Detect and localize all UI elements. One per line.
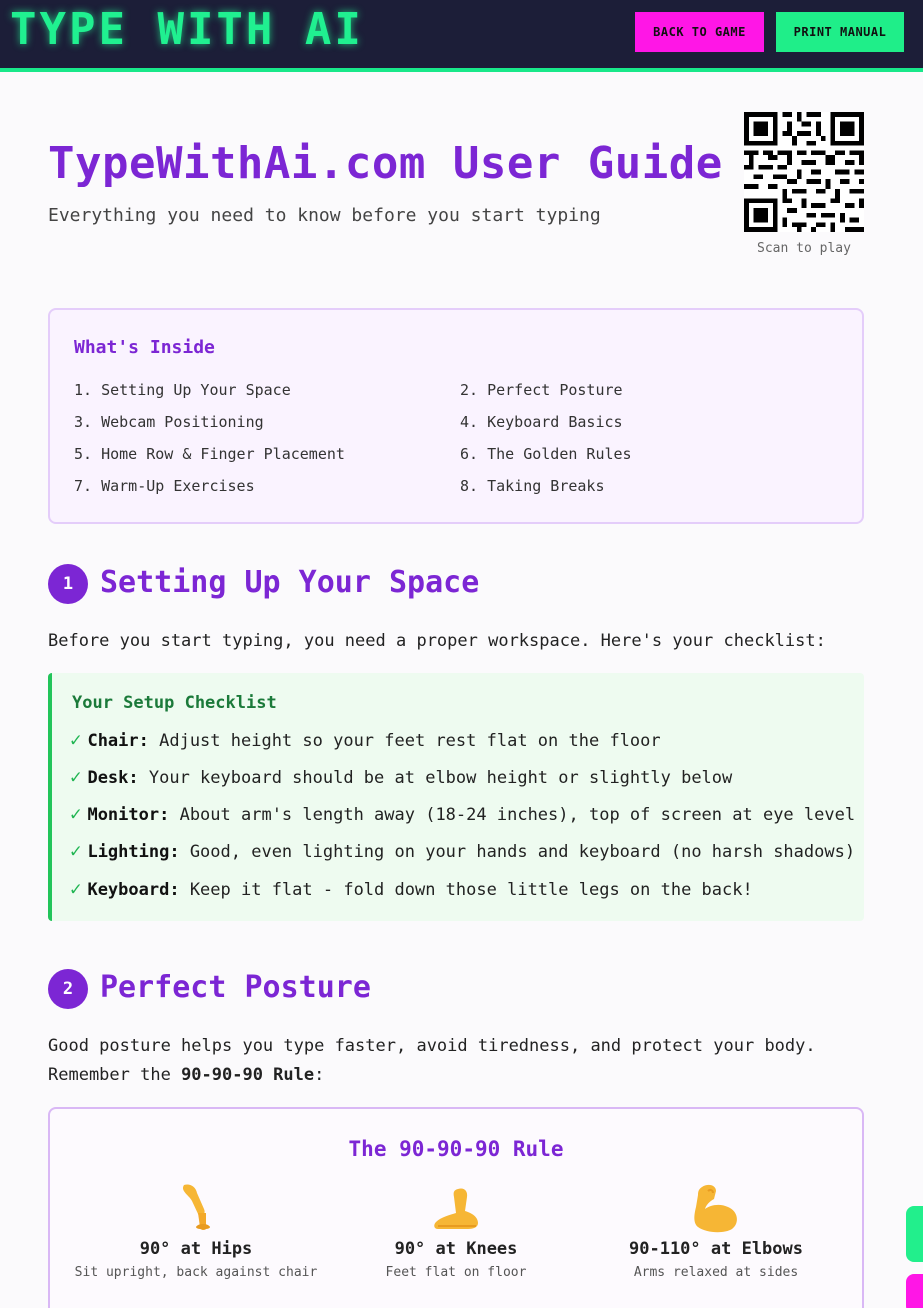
section-number-badge: 2 xyxy=(48,969,88,1009)
back-to-game-button[interactable]: BACK TO GAME xyxy=(635,12,764,52)
toc-item[interactable]: 5. Home Row & Finger Placement xyxy=(74,445,345,463)
toc-item[interactable]: 2. Perfect Posture xyxy=(460,381,623,399)
section-title-posture: Perfect Posture xyxy=(100,970,371,1005)
rule-head: 90° at Knees xyxy=(394,1239,518,1259)
checkmark-icon: ✓ xyxy=(70,729,82,751)
checklist-item-label: Monitor: xyxy=(87,805,170,825)
floating-tab-green[interactable] xyxy=(906,1206,923,1262)
checklist-item-label: Desk: xyxy=(87,768,139,788)
checklist-item xyxy=(70,840,855,862)
qr-code xyxy=(744,112,864,232)
checklist-item-label: Lighting: xyxy=(87,842,180,862)
checklist-item-label: Keyboard: xyxy=(87,880,180,900)
print-manual-button[interactable]: PRINT MANUAL xyxy=(776,12,904,52)
page-subtitle: Everything you need to know before you start typing xyxy=(48,205,601,226)
rule-head: 90° at Hips xyxy=(139,1239,253,1259)
rule-card-title: The 90-90-90 Rule xyxy=(348,1137,564,1161)
section-intro: Before you start typing, you need a proper workspace. Here's your checklist: xyxy=(48,631,826,651)
intro-suffix: : xyxy=(314,1065,325,1085)
toc-item[interactable]: 6. The Golden Rules xyxy=(460,445,632,463)
checklist-item-text: Adjust height so your feet rest flat on the floor xyxy=(148,731,661,751)
checklist-item-text: Keep it flat - fold down those little legs on the back! xyxy=(179,880,753,900)
rule-90-90-90-card xyxy=(48,1107,864,1308)
rule-hips xyxy=(66,1179,326,1280)
floating-tab-pink[interactable] xyxy=(906,1274,923,1308)
checkmark-icon: ✓ xyxy=(70,803,82,825)
checkmark-icon: ✓ xyxy=(70,878,82,900)
rule-name: 90-90-90 Rule xyxy=(181,1065,315,1085)
checkmark-icon: ✓ xyxy=(70,840,82,862)
toc-item[interactable]: 7. Warm-Up Exercises xyxy=(74,477,255,495)
checklist-item xyxy=(70,803,855,825)
toc-item[interactable]: 3. Webcam Positioning xyxy=(74,413,264,431)
checklist-item xyxy=(70,878,753,900)
checklist-title: Your Setup Checklist xyxy=(72,693,277,713)
intro-prefix: Remember the xyxy=(48,1065,182,1085)
section-intro xyxy=(48,1032,816,1090)
toc-item[interactable]: 4. Keyboard Basics xyxy=(460,413,623,431)
rule-sub: Sit upright, back against chair xyxy=(74,1265,318,1280)
checklist-item xyxy=(70,766,732,788)
section-title-setup: Setting Up Your Space xyxy=(100,565,480,600)
toc-title: What's Inside xyxy=(74,337,215,358)
checklist-item-label: Chair: xyxy=(87,731,149,751)
setup-checklist xyxy=(48,673,864,921)
section-number-badge: 1 xyxy=(48,564,88,604)
qr-caption: Scan to play xyxy=(757,241,851,256)
table-of-contents xyxy=(48,308,864,524)
top-bar xyxy=(0,0,923,72)
rule-knees xyxy=(326,1179,586,1280)
checklist-item-text: About arm's length away (18-24 inches), top of screen at eye level xyxy=(169,805,856,825)
rule-elbows xyxy=(586,1179,846,1280)
rule-sub: Arms relaxed at sides xyxy=(633,1265,799,1280)
site-logo[interactable]: TYPE WITH AI xyxy=(10,4,364,55)
rule-sub: Feet flat on floor xyxy=(385,1265,527,1280)
toc-item[interactable]: 1. Setting Up Your Space xyxy=(74,381,291,399)
checklist-item xyxy=(70,729,661,751)
intro-line: Good posture helps you type faster, avoid tiredness, and protect your body. xyxy=(48,1036,816,1056)
flexed-arm-icon xyxy=(688,1179,744,1235)
rule-head: 90-110° at Elbows xyxy=(629,1239,803,1259)
checkmark-icon: ✓ xyxy=(70,766,82,788)
page-title: TypeWithAi.com User Guide xyxy=(48,138,723,189)
foot-icon xyxy=(428,1179,484,1235)
checklist-item-text: Good, even lighting on your hands and keyboard (no harsh shadows) xyxy=(179,842,856,862)
toc-item[interactable]: 8. Taking Breaks xyxy=(460,477,605,495)
leg-icon xyxy=(168,1179,224,1235)
checklist-item-text: Your keyboard should be at elbow height or slightly below xyxy=(138,768,733,788)
